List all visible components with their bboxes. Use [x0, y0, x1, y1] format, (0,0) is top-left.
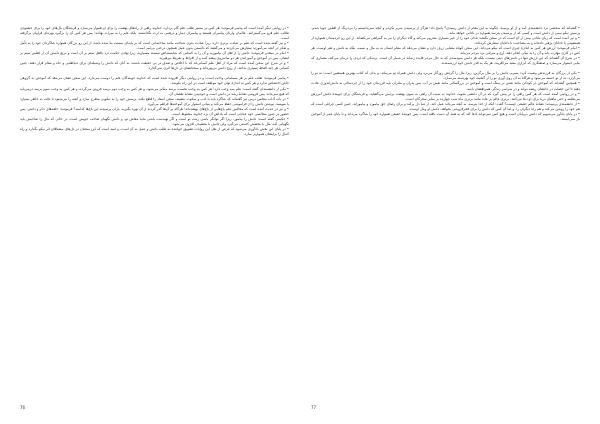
paragraph: • حکیمی گفته است: دانش را بیاموز، زیرا اگر توانگر باشی زینت تو است و اگر تهیدست باشی مایهٔ معاش تو. و دانش نگهبان صاحب خویش است، در حالی که مال را صاحبش باید نگهبانی کند. مال با بخشش کاستی می‌گیرد ولی دانش با بخشیدن افزون می‌شود. [20, 116, 289, 126]
paragraph: • یکی از دانشمندان گفته است: علم سه وجب دارد؛ هر کس به وجب نخست برسد متکبر می‌شود، و هر کس به وجب دوم برسد فروتن می‌گردد، و هر کس به وجب سوم برسد درمی‌یابد که هیچ نمی‌داند. پس فروتنی نشانهٔ رشد در دانش است و خودبینی نشانهٔ نقصان آن. [20, 86, 289, 96]
paragraph: • و نیز گفته شده است که علم بر عبادت برتری دارد، زیرا عبادت بدون شناخت مانند ساختمانی است که بر پایه‌ای سست بنا شده باشد. از این رو بزرگان همواره شاگردان خود را به تأمل و تفکر در آنچه می‌آموزند سفارش می‌کردند و می‌گفتند که دانستن بدون عمل همچون درختی بی‌ثمر است. [20, 41, 289, 51]
paragraph: • از دانشمندی پرسیدند: نشانهٔ عالم حقیقی چیست؟ گفت: آنکه از خدا بترسد، به آنچه می‌داند عمل کند، از دنیا دل برکند و برای رضای حق بیاموزد و بیاموزاند. چنین کسی چراغی است که هم خود را روشن می‌کند و هم راه دیگران را. و اما آن کس که دانش را برای فخرفروشی بخواهد، دانش او وبال اوست. [311, 101, 580, 111]
right-page [311, 26, 580, 410]
paragraph: • در پایان این بخش یادآوری می‌شود که غرض از نقل این روایات تشویق خواننده به طلب دانش و عمل به آن است، و امید است که این سخنان در دل‌های مشتاقان اثر نیکو بگذارد و راه کمال را برایشان هموارتر سازد. [20, 126, 289, 136]
paragraph: • امام فرمودند: ارزش هر کس به اندازهٔ چیزی است که نیکو می‌داند. این سخن کوتاه معنایی ژرف دارد و نشان می‌دهد که مقام انسان نه به مال و نسب، بلکه به دانش و هنر اوست. هر کس در کاری مهارت یابد و آن را به نیکی انجام دهد، ارج و منزلتی نزد مردم می‌یابد. [311, 46, 580, 56]
paragraph: • در روایتی دیگر آمده است که پیامبر فرمودند: هر کس در مسیر طلب علم گام بردارد، خداوند راهی از راه‌های بهشت را برای او هموار می‌سازد و فرشتگان بال‌های خود را برای خشنودی طالب علم فرو می‌گسترانند. عالمان وارثان پیامبران هستند و پیامبران دینار و درهمی به ارث نگذاشتند، بلکه علم را به میراث نهادند؛ پس هر کس آن را برگیرد بهره‌ای فراوان برگرفته است. [20, 26, 289, 41]
left-page-body [20, 26, 289, 400]
paragraph: • در شرح آن گفته‌اند که این ارزش تنها در دانش‌های دینی نیست، بلکه هر دانش سودمندی که به حال مردم فایده رساند در شمار آن است. پزشکی که دردی را درمان می‌کند، معماری که بنایی استوار می‌سازد و صنعتگری که ابزاری مفید می‌آفریند، هر یک به قدر دانش خود ارزشمندند. [311, 56, 580, 66]
page-number: 77 [311, 404, 317, 410]
paragraph: • در پایان یادآور می‌شویم که دانش بی‌پایان است و هیچ کس نمی‌تواند ادعا کند که به همهٔ آن دست یافته است. پس جویندهٔ حقیقی همواره خود را شاگرد می‌داند و تا پایان عمر از آموختن باز نمی‌ایستد. [311, 111, 580, 121]
paragraph: • همچنین گفته‌اند که آموختن در کودکی مانند نقش بر سنگ است و آموختن در بزرگسالی مانند نقش بر آب. پس پدران و مادران باید فرزندان خود را از خردسالی به دانش‌اندوزی عادت دهند تا این خصلت در جانشان ریشه دواند و در سراسر زندگی همراهشان باشد. [311, 81, 580, 91]
paragraph: • و نیز در حدیث آمده است که مجالس علم باغ‌هایی از باغ‌های بهشت‌اند؛ هرگاه بر آن‌ها گذر کردید از آن بهره بگیرید. یاران پرسیدند این باغ‌ها کدامند؟ فرمودند: حلقه‌های ذکر و دانش. پس حضور در چنین مجالسی خود عبادتی است که پاداش آن نزد خداوند محفوظ است. [20, 106, 289, 116]
left-page [20, 26, 289, 410]
paragraph: • پیامبر فرمودند: طلب علم بر هر مسلمانی واجب است؛ و در روایتی دیگر افزوده شده است که خداوند جویندگان علم را دوست می‌دارد. این سخن نشان می‌دهد که آموختن به گروهی خاص اختصاص ندارد و هر کس به اندازهٔ توان خود موظف است در این راه بکوشد. [20, 76, 289, 86]
paragraph: • و در روایتی آمده است که هر کس راهی را در پیش گیرد که در آن دانشی بجوید، خداوند به سبب آن راهی به سوی بهشت برایش می‌گشاید. و فرشتگان برای جویندهٔ دانش آمرزش می‌طلبند و حتی ماهیان دریا برای او دعا می‌کنند. برتری عالم بر عابد مانند برتری ماه شب چهارده بر سایر ستارگان است. [311, 91, 580, 101]
paragraph: • در باب آداب مجلس درس نیز گفته‌اند که شاگرد باید با ادب و سکوت بنشیند، سخن استاد را قطع نکند، پرسش خود را به نیکویی مطرح سازد و آنچه را می‌شنود با دقت به خاطر بسپارد یا بنویسد. نوشتن دانش را از فراموشی حفظ می‌کند و بنیانی استوار برای آموخته‌ها فراهم می‌آورد. [20, 96, 289, 106]
paragraph: • و نیز آمده است که زیان نادانی بیش از آن است که در سخن بگنجد؛ نادان خود را از خیر بسیاری محروم می‌کند و گاه دیگران را نیز به گمراهی می‌کشاند. از این رو خردمندان همواره از همنشینی با نادانان پرهیز داده‌اند و به مصاحبت با دانایان سفارش کرده‌اند. [311, 36, 580, 46]
page-number: 76 [20, 404, 26, 410]
paragraph: • گفته‌اند که شخصی نزد دانشمندی آمد و از او پرسید: چگونه به این مقام از دانش رسیدی؟ پاسخ داد: هرگز از پرسیدن شرم نکردم و آنچه نمی‌دانستم را بی‌درنگ از اهلش جویا شدم. پرسش نیکو نیمی از دانش است و کسی که از پرسیدن بترسد همواره در نادانی خواهد ماند. [311, 26, 580, 36]
right-page-body [311, 26, 580, 400]
paragraph: • امام در سخنی فرمودند: دانش را از اهل آن بیاموزید و آن را به کسانی که شایسته‌اش نیستند مسپارید، زیرا نهادن حکمت نزد نااهل ستم بر آن است و دریغ داشتن آن از اهلش ستم بر ایشان. پس در آموختن و آموزاندن هر دو میانه‌روی پیشه کنید و از افراط و تفریط بپرهیزید. [20, 51, 289, 61]
paragraph: • و در شرح این سخن آمده است که مراد از اهل علم کسانی‌اند که با اخلاص و صدق در پی حقیقت باشند، نه آنان که دانش را وسیله‌ای برای دنیاطلبی و جاه و مقام قرار دهند. چنین کسانی هر چند الفاظ بسیاری بدانند، از روح دانش بی‌بهره‌اند و سخنانشان در دل‌ها اثری نمی‌گذارد. [20, 61, 289, 71]
paragraph: • یکی از بزرگان به فرزندش وصیت کرد: پسرم، دانش را بر مال برگزین، زیرا مال را گردش روزگار می‌برد ولی دانش همراه تو می‌ماند. و بدان که کتاب بهترین همنشین است؛ نه تو را می‌آزارد، نه از تو خسته می‌شود و هرگاه به آن روی آوری تو را از گنجینهٔ خود بهره‌مند می‌سازد. [311, 71, 580, 81]
